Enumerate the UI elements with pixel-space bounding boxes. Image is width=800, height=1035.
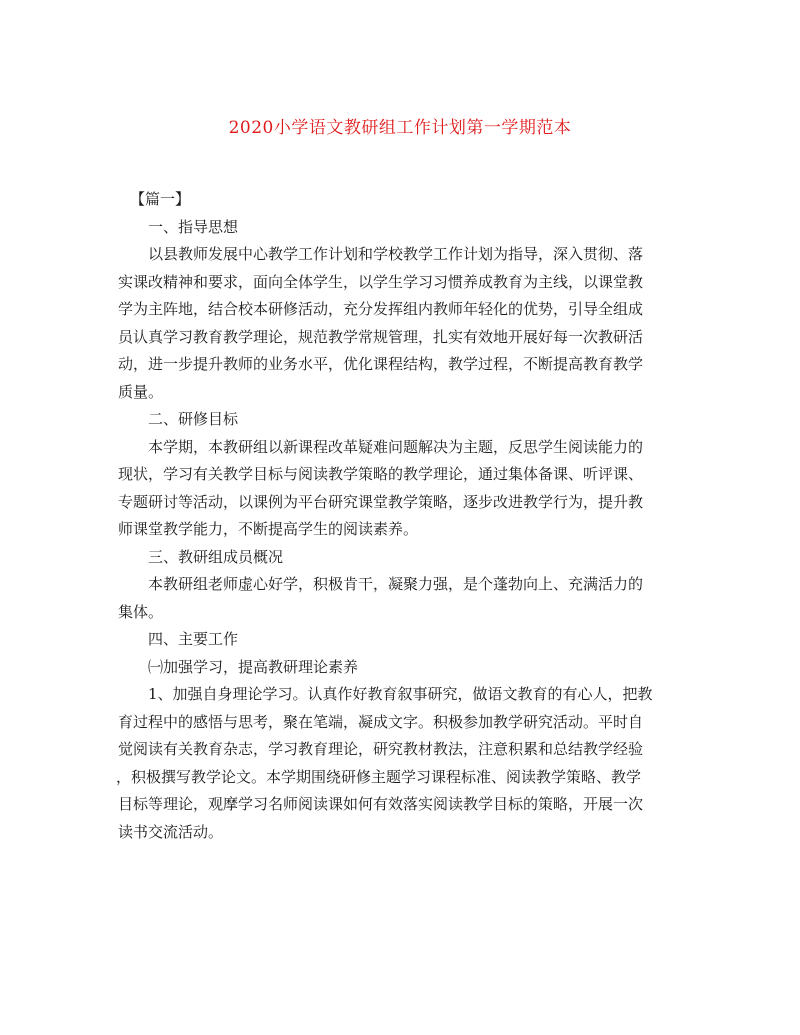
section-heading: 三、教研组成员概况 bbox=[148, 547, 284, 566]
section-heading: 一、指导思想 bbox=[148, 217, 239, 236]
paragraph-line: 育过程中的感悟与思考，聚在笔端，凝成文字。积极参加教学研究活动。平时自 bbox=[118, 712, 644, 731]
paragraph-line: 实课改精神和要求，面向全体学生，以学生学习习惯养成教育为主线，以课堂教 bbox=[118, 272, 644, 291]
paragraph-line: 本学期，本教研组以新课程改革疑难问题解决为主题，反思学生阅读能力的 bbox=[148, 437, 644, 456]
paragraph-line: 以县教师发展中心教学工作计划和学校教学工作计划为指导，深入贯彻、落 bbox=[148, 245, 644, 263]
paragraph-line: 质量。 bbox=[118, 382, 164, 401]
paragraph-line: ，积极撰写教学论文。本学期围绕研修主题学习课程标准、阅读教学策略、教学 bbox=[116, 767, 642, 786]
paragraph-line: 师课堂教学能力，不断提高学生的阅读素养。 bbox=[118, 520, 419, 538]
paragraph-line: 现状，学习有关教学目标与阅读教学策略的教学理论，通过集体备课、听评课、 bbox=[118, 465, 644, 483]
section-heading: 四、主要工作 bbox=[148, 630, 239, 648]
paragraph-line: 觉阅读有关教育杂志，学习教育理论，研究教材教法，注意积累和总结教学经验 bbox=[118, 740, 644, 758]
paragraph-line: 读书交流活动。 bbox=[118, 822, 224, 841]
section-tag: 【篇一】 bbox=[130, 190, 191, 208]
paragraph-line: 集体。 bbox=[118, 602, 164, 621]
paragraph-line: 本教研组老师虚心好学，积极肯干，凝聚力强，是个蓬勃向上、充满活力的 bbox=[148, 575, 644, 593]
document-body bbox=[116, 186, 688, 846]
paragraph-line: 学为主阵地，结合校本研修活动，充分发挥组内教师年轻化的优势，引导全组成 bbox=[118, 300, 644, 318]
subsection-heading: ㈠加强学习，提高教研理论素养 bbox=[148, 657, 359, 676]
paragraph-line: 专题研讨等活动，以课例为平台研究课堂教学策略，逐步改进教学行为，提升教 bbox=[118, 492, 644, 511]
section-heading: 二、研修目标 bbox=[148, 410, 239, 428]
paragraph-line: 目标等理论，观摩学习名师阅读课如何有效落实阅读教学目标的策略，开展一次 bbox=[118, 795, 644, 813]
document-title: 2020小学语文教研组工作计划第一学期范本 bbox=[228, 118, 572, 138]
paragraph-line: 1、加强自身理论学习。认真作好教育叙事研究，做语文教育的有心人，把教 bbox=[148, 685, 653, 703]
paragraph-line: 员认真学习教育教学理论，规范教学常规管理，扎实有效地开展好每一次教研活 bbox=[118, 327, 644, 346]
paragraph-line: 动，进一步提升教师的业务水平，优化课程结构，教学过程，不断提高教育教学 bbox=[118, 355, 644, 373]
